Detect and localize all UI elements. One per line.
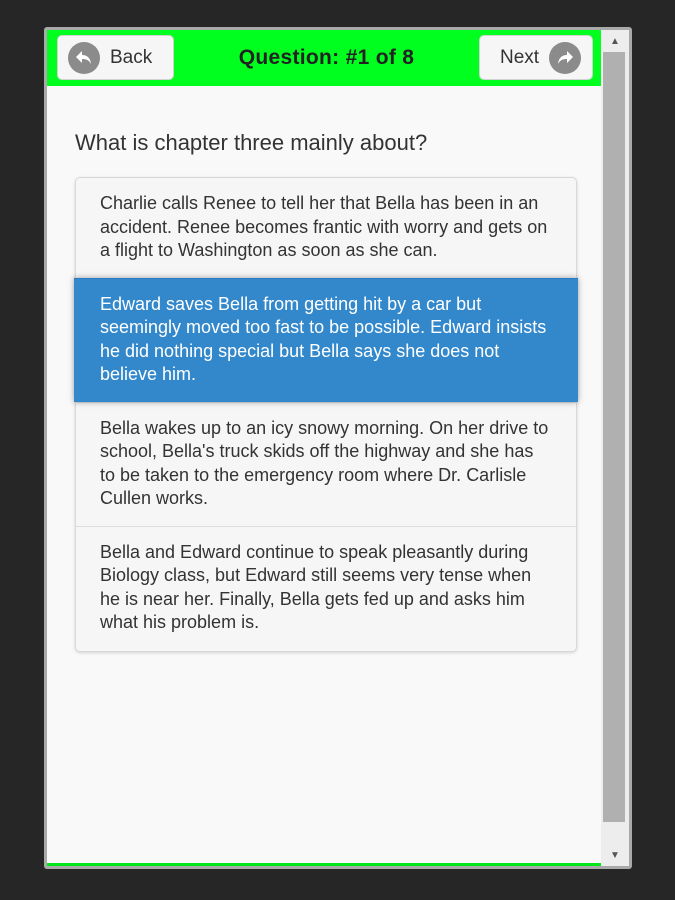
forward-arrow-icon <box>549 42 581 74</box>
next-button[interactable] <box>479 35 593 80</box>
scrollbar-thumb[interactable] <box>603 52 625 822</box>
answer-option-3[interactable]: Bella wakes up to an icy snowy morning. On her drive to school, Bella's truck skids off the highway and she has to be taken to the emergency room where Dr. Carlisle Cullen works. <box>76 402 576 526</box>
answer-option-1[interactable]: Charlie calls Renee to tell her that Bella has been in an accident. Renee becomes frantic with worry and gets on a flight to Washington as soon as she can. <box>100 193 548 260</box>
back-arrow-icon <box>68 42 100 74</box>
back-button[interactable] <box>57 35 174 80</box>
triangle-up-icon[interactable]: ▲ <box>610 35 620 47</box>
vertical-scrollbar[interactable] <box>601 30 629 866</box>
next-button-label: Next <box>500 46 540 68</box>
header-bar <box>47 30 601 86</box>
footer-bar <box>47 863 601 866</box>
question-counter: Question: #1 of 8 <box>238 46 415 69</box>
triangle-down-icon[interactable]: ▼ <box>610 849 620 861</box>
answer-option-4[interactable]: Bella and Edward continue to speak pleasantly during Biology class, but Edward still seems very tense when he is near her. Finally, Bella gets fed up and asks him what his problem is. <box>76 526 576 651</box>
back-button-label: Back <box>110 46 153 68</box>
answer-list <box>75 177 577 652</box>
answer-option-2[interactable]: Edward saves Bella from getting hit by a car but seemingly moved too fast to be possible. Edward insists he did nothing special but Bella says she does not believe him. <box>74 278 578 402</box>
quiz-page <box>47 30 601 866</box>
app-window <box>44 27 632 869</box>
question-text: What is chapter three mainly about? <box>75 130 428 155</box>
